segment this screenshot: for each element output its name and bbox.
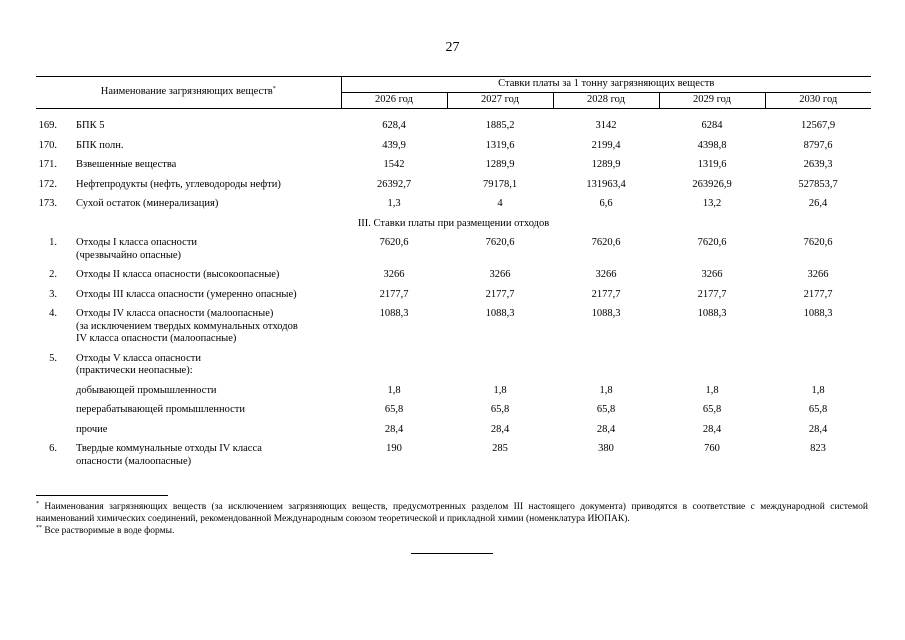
end-divider	[411, 553, 493, 554]
waste-name	[72, 382, 341, 402]
rate-value: 12567,9	[800, 120, 836, 131]
waste-name	[72, 440, 341, 472]
waste-name	[72, 350, 341, 382]
rate-value: 628,4	[382, 120, 406, 131]
rate-value: 3266	[701, 269, 723, 280]
rate-value: 4398,8	[697, 139, 727, 151]
row-number: 5.	[49, 352, 57, 364]
rate-value: 65,8	[702, 404, 722, 415]
rate-value: 1289,9	[485, 159, 515, 170]
pollutant-rates-table	[36, 76, 871, 472]
page-number: 27	[445, 40, 460, 55]
pollutant-name: БПК полн.	[76, 139, 124, 151]
rate-value: 1,8	[705, 384, 719, 396]
footnote	[36, 525, 868, 537]
table-header	[36, 77, 871, 109]
table-row	[36, 117, 871, 137]
rate-value: 6,6	[599, 198, 613, 209]
rate-value	[659, 350, 765, 382]
table-row	[36, 156, 871, 176]
waste-name-line: (чрезвычайно опасные)	[76, 249, 182, 261]
row-number	[36, 382, 72, 402]
table-row	[36, 286, 871, 306]
table-body	[36, 109, 871, 473]
pollutant-name: Сухой остаток (минерализация)	[76, 198, 219, 209]
row-number	[36, 421, 72, 441]
footnote-text: Наименования загрязняющих веществ (за исключением загрязняющих веществ, предусмотренных разделом III настоящего документа) приводятся в соответствие с международной системой наименований химических соединений, рекомендованной Международным союзом теоретической и прикладной химии (номенклатура ИЮПАК).	[36, 502, 868, 524]
rates-table-container	[36, 76, 871, 472]
footnote-marker: **	[36, 525, 42, 531]
table-row	[36, 137, 871, 157]
rate-value: 1088,3	[485, 308, 515, 319]
waste-name-line: перерабатывающей промышленности	[76, 404, 246, 415]
footnotes	[36, 501, 868, 537]
rate-value: 65,8	[596, 404, 616, 415]
table-row	[36, 350, 871, 382]
row-number: 6.	[49, 443, 57, 454]
footnote-marker: *	[272, 86, 276, 93]
rate-value: 2639,3	[803, 159, 833, 170]
waste-name-line: Отходы II класса опасности (высокоопасные)	[76, 269, 280, 280]
rate-value: 28,4	[384, 423, 404, 435]
rate-value: 1088,3	[591, 308, 621, 319]
table-row	[36, 382, 871, 402]
rate-value	[341, 350, 447, 382]
rate-value: 2177,7	[591, 288, 621, 300]
footnote	[36, 501, 868, 525]
rate-value: 7620,6	[591, 237, 621, 248]
waste-name-line: опасности (малоопасные)	[76, 455, 192, 467]
year-header: 2026 год	[341, 93, 447, 109]
rate-value: 1,3	[387, 198, 401, 209]
rate-value: 7620,6	[697, 237, 727, 248]
table-row	[36, 176, 871, 196]
waste-name	[72, 234, 341, 266]
waste-name-line: Отходы I класса опасности	[76, 237, 198, 248]
waste-name	[72, 421, 341, 441]
section-row	[36, 215, 871, 235]
rate-value: 7620,6	[379, 237, 409, 248]
year-header: 2028 год	[553, 93, 659, 109]
rate-value: 527853,7	[798, 178, 838, 190]
name-column-header	[36, 77, 341, 109]
rate-value: 131963,4	[586, 178, 626, 190]
rate-value: 26392,7	[376, 178, 412, 190]
footnote-divider	[36, 495, 168, 496]
rate-value: 1,8	[599, 384, 613, 396]
rate-value: 3142	[595, 120, 617, 131]
table-row	[36, 401, 871, 421]
rate-value	[765, 350, 871, 382]
rate-value: 439,9	[382, 139, 406, 151]
row-number: 172.	[38, 178, 57, 190]
rate-value: 2177,7	[697, 288, 727, 300]
waste-name	[72, 266, 341, 286]
rate-value: 1088,3	[803, 308, 833, 319]
table-row	[36, 305, 871, 350]
waste-name	[72, 305, 341, 350]
table-row	[36, 440, 871, 472]
rate-value: 1,8	[387, 384, 401, 396]
pollutant-name: Нефтепродукты (нефть, углеводороды нефти)	[76, 178, 281, 190]
rate-value: 1319,6	[697, 159, 727, 170]
rate-value: 760	[704, 443, 720, 454]
rate-value: 2177,7	[379, 288, 409, 300]
rate-value: 28,4	[596, 423, 616, 435]
row-number: 169.	[38, 120, 57, 131]
rate-value: 380	[598, 443, 614, 454]
rate-value: 7620,6	[803, 237, 833, 248]
table-row	[36, 421, 871, 441]
rate-value: 28,4	[808, 423, 828, 435]
year-header: 2027 год	[447, 93, 553, 109]
row-number: 3.	[49, 288, 57, 300]
rate-value: 6284	[701, 120, 723, 131]
row-number: 4.	[49, 308, 57, 319]
table-row	[36, 266, 871, 286]
rate-value	[553, 350, 659, 382]
rates-column-header: Ставки платы за 1 тонну загрязняющих веществ	[341, 77, 871, 93]
rate-value: 1885,2	[485, 120, 515, 131]
rate-value: 1088,3	[379, 308, 409, 319]
year-header: 2029 год	[659, 93, 765, 109]
rate-value: 3266	[489, 269, 511, 280]
section-title: III. Ставки платы при размещении отходов	[357, 217, 550, 229]
rate-value: 8797,6	[803, 139, 833, 151]
table-row	[36, 234, 871, 266]
rate-value: 2199,4	[591, 139, 621, 151]
pollutant-name: Взвешенные вещества	[76, 159, 177, 170]
rate-value: 79178,1	[482, 178, 518, 190]
waste-name-line: Отходы V класса опасности	[76, 352, 201, 364]
rate-value: 1542	[383, 159, 405, 170]
rate-value	[447, 350, 553, 382]
rate-value: 4	[497, 198, 503, 209]
rate-value: 13,2	[702, 198, 722, 209]
waste-name-line: (за исключением твердых коммунальных отходов	[76, 320, 298, 332]
rate-value: 65,8	[384, 404, 404, 415]
row-number: 173.	[38, 198, 57, 209]
rate-value: 2177,7	[803, 288, 833, 300]
waste-name-line: добывающей промышленности	[76, 384, 217, 396]
footnote-text: Все растворимые в воде формы.	[42, 526, 175, 536]
rate-value: 1,8	[493, 384, 507, 396]
row-number: 170.	[38, 139, 57, 151]
rate-value: 28,4	[702, 423, 722, 435]
year-header: 2030 год	[765, 93, 871, 109]
waste-name-line: IV класса опасности (малоопасные)	[76, 333, 237, 344]
rate-value: 2177,7	[485, 288, 515, 300]
row-number	[36, 401, 72, 421]
rate-value: 7620,6	[485, 237, 515, 248]
waste-name-line: Твердые коммунальные отходы IV класса	[76, 443, 262, 454]
waste-name-line: Отходы III класса опасности (умеренно опасные)	[76, 288, 297, 300]
rate-value: 823	[810, 443, 826, 454]
rate-value: 65,8	[808, 404, 828, 415]
rate-value: 263926,9	[692, 178, 732, 190]
row-number: 171.	[38, 159, 57, 170]
waste-name-line: Отходы IV класса опасности (малоопасные)	[76, 308, 274, 319]
header-spacer	[36, 109, 871, 118]
rate-value: 190	[386, 443, 402, 454]
row-number: 2.	[49, 269, 57, 280]
waste-name-line: прочие	[76, 423, 108, 435]
rate-value: 65,8	[490, 404, 510, 415]
rate-value: 1319,6	[485, 139, 515, 151]
row-number: 1.	[49, 237, 57, 248]
waste-name	[72, 401, 341, 421]
waste-name	[72, 286, 341, 306]
rate-value: 1289,9	[591, 159, 621, 170]
footnote-marker: *	[36, 501, 39, 507]
name-column-header-text: Наименование загрязняющих веществ	[100, 86, 273, 98]
rate-value: 28,4	[490, 423, 510, 435]
pollutant-name: БПК 5	[76, 120, 105, 131]
rate-value: 26,4	[808, 198, 828, 209]
rate-value: 3266	[595, 269, 617, 280]
rate-value: 1,8	[811, 384, 825, 396]
rate-value: 285	[492, 443, 508, 454]
rate-value: 3266	[807, 269, 829, 280]
table-row	[36, 195, 871, 215]
waste-name-line: (практически неопасные):	[76, 365, 193, 376]
rate-value: 3266	[383, 269, 405, 280]
rate-value: 1088,3	[697, 308, 727, 319]
